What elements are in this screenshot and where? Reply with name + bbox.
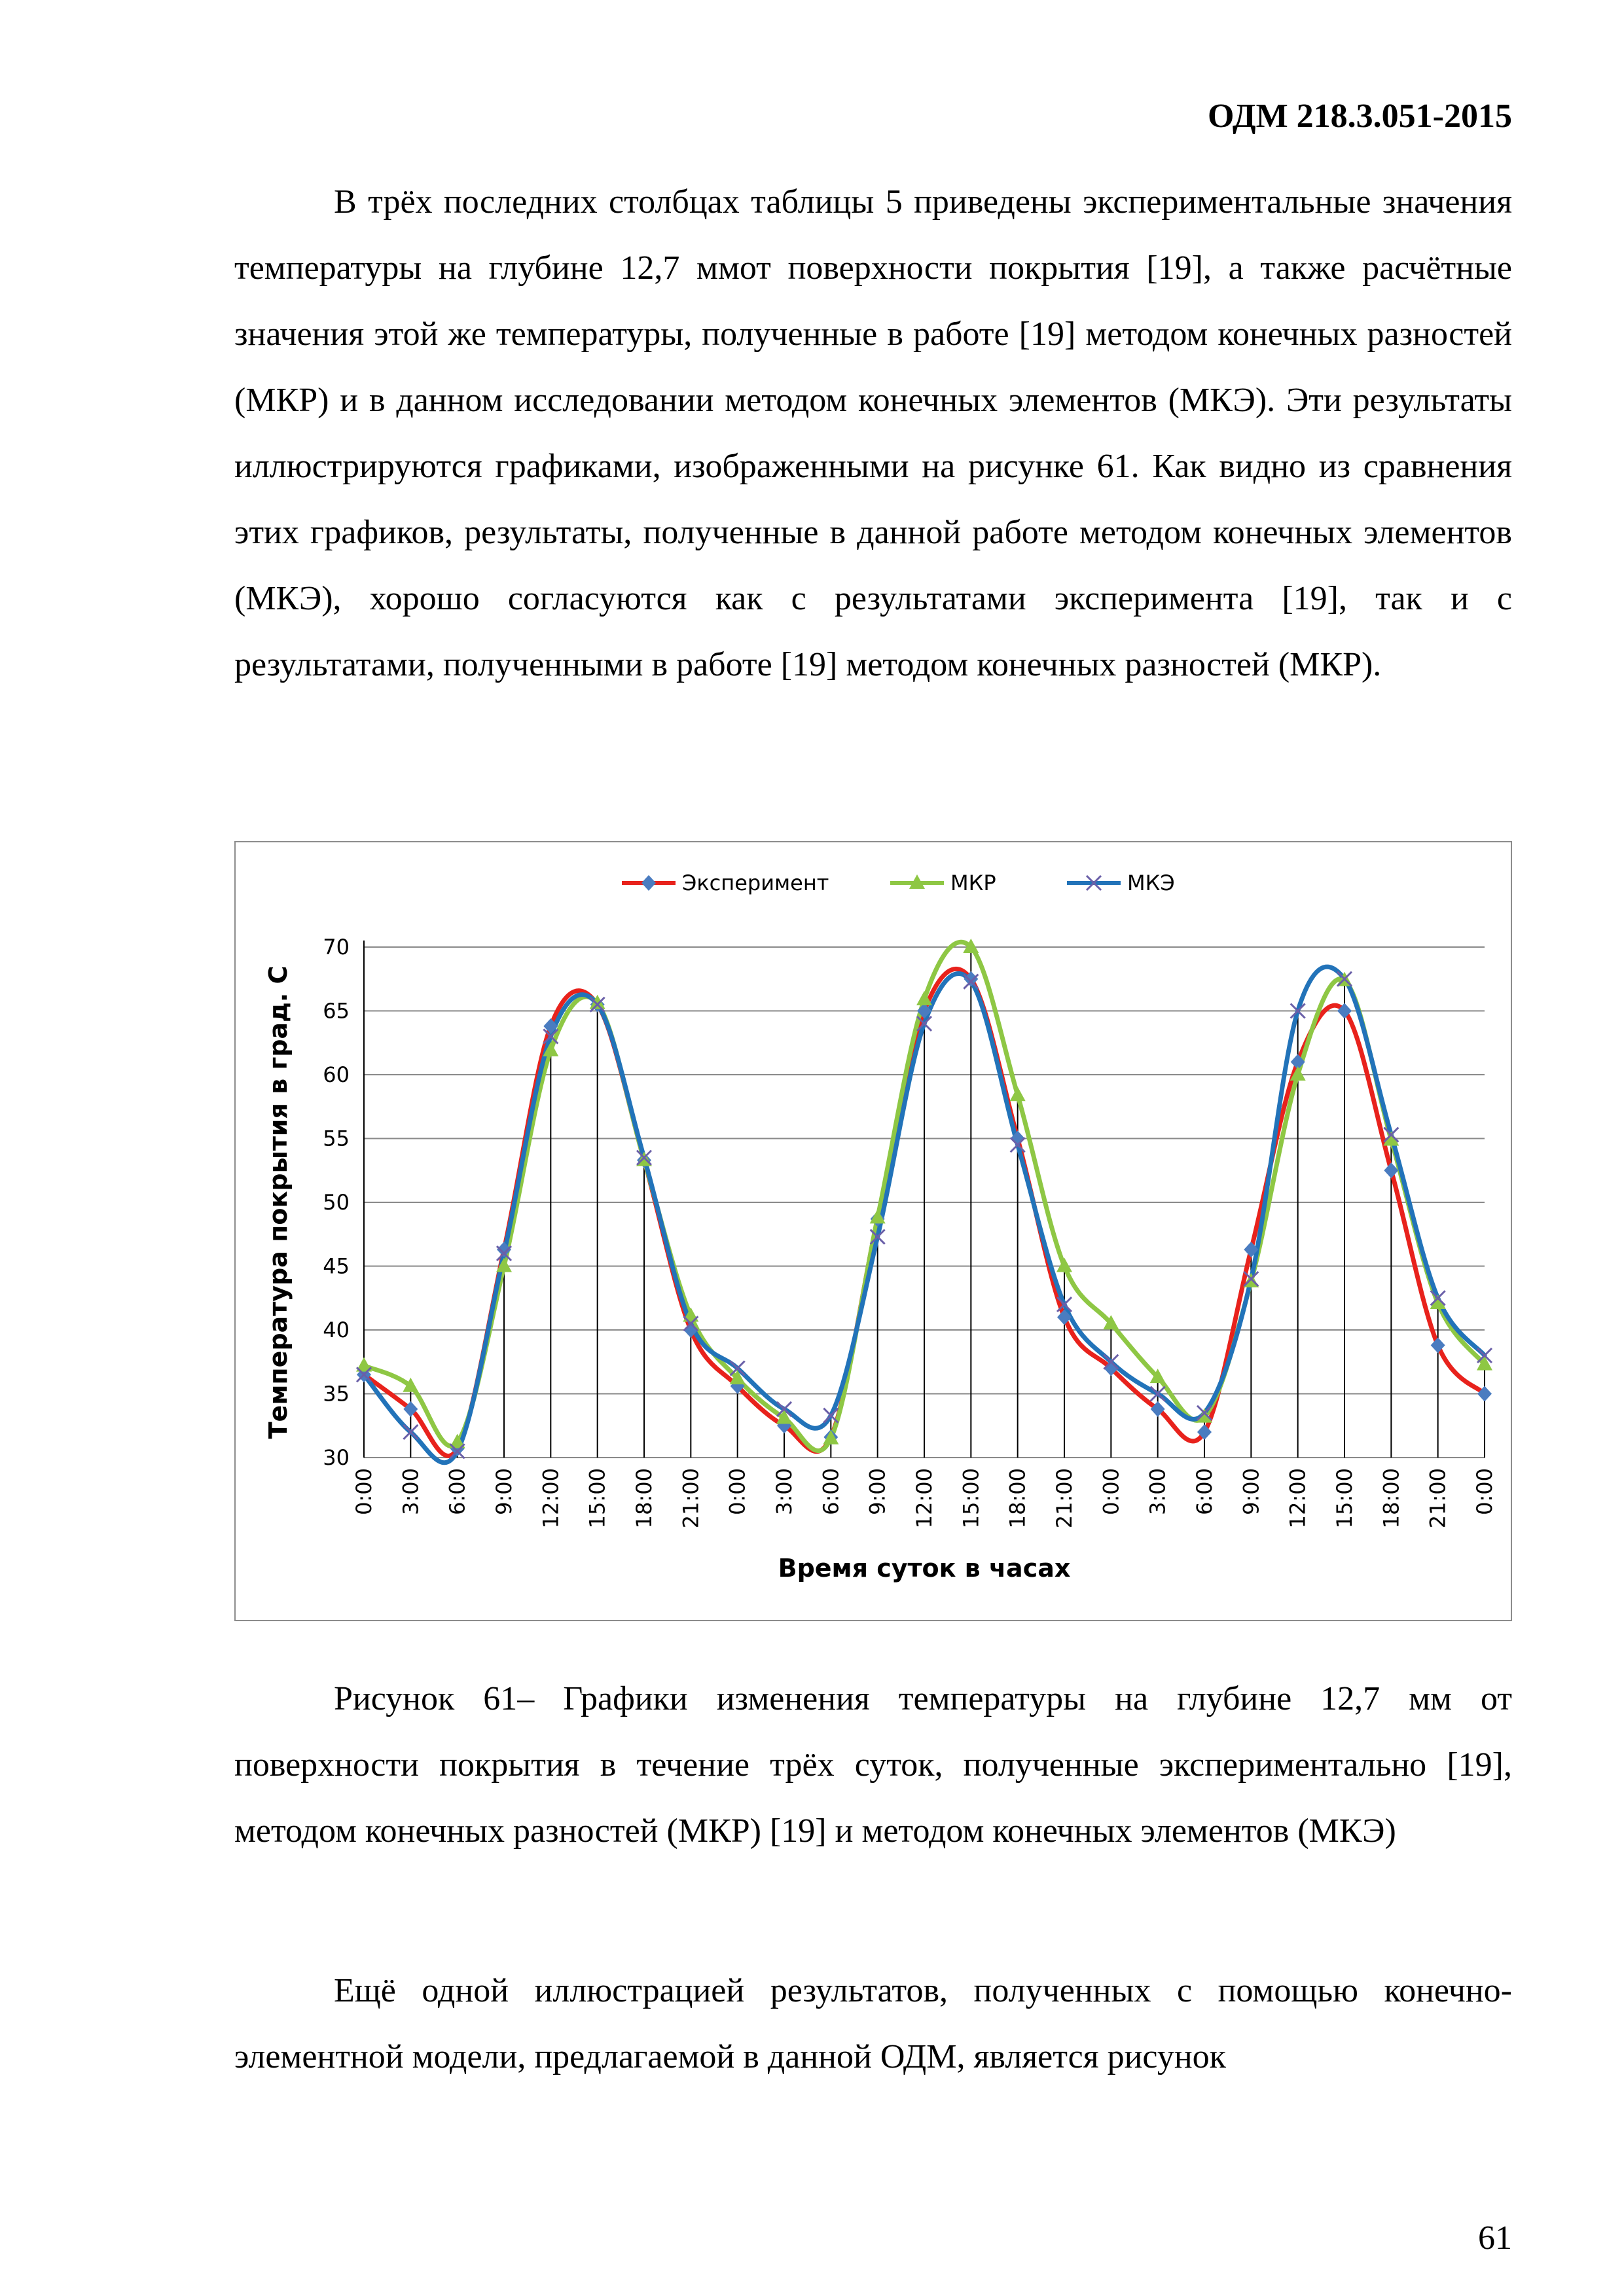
x-tick-label: 6:00 [818,1468,844,1515]
y-tick-label: 35 [323,1381,350,1407]
x-tick-label: 3:00 [772,1468,797,1515]
x-tick-label: 3:00 [398,1468,424,1515]
y-tick-label: 65 [323,998,350,1024]
x-tick-label: 12:00 [912,1468,937,1529]
figure-caption: Рисунок 61– Графики изменения температуры на глубине 12,7 мм от поверхности покрытия в течение трёх суток, полученные экспериментально [19], методом конечных разностей (МКР) [19] и методом конечных элементов (МКЭ) [234,1680,1512,1850]
y-tick-label: 40 [323,1318,350,1342]
x-tick-label: 15:00 [585,1468,610,1529]
x-tick-label: 0:00 [352,1468,376,1515]
x-tick-label: 0:00 [1098,1468,1124,1515]
x-tick-label: 6:00 [1192,1468,1217,1515]
figure-61-chart [234,841,1512,1621]
x-tick-label: 6:00 [444,1468,470,1515]
page-number: 61 [1478,2219,1512,2257]
legend-label-3: МКЭ [1127,870,1175,895]
x-tick-label: 18:00 [1005,1468,1030,1529]
x-tick-label: 21:00 [678,1468,704,1529]
x-tick-label: 12:00 [538,1468,564,1529]
document-header: ОДМ 218.3.051-2015 [1207,98,1512,135]
x-tick-label: 3:00 [1145,1468,1170,1515]
x-tick-label: 21:00 [1052,1468,1077,1529]
x-axis-title: Время суток в часах [778,1554,1071,1583]
x-tick-label: 12:00 [1285,1468,1310,1529]
x-tick-label: 9:00 [1238,1468,1264,1515]
y-tick-label: 50 [323,1190,350,1215]
series-2-point [1056,1258,1072,1272]
paragraph-continuation: Ещё одной иллюстрацией результатов, полученных с помощью конечно-элементной модели, предлагаемой в данной ОДМ, является рисунок [234,1972,1512,2075]
x-tick-label: 15:00 [1332,1468,1357,1529]
x-tick-label: 15:00 [958,1468,984,1529]
x-tick-label: 0:00 [1472,1468,1497,1515]
paragraph-intro: В трёх последних столбцах таблицы 5 приведены экспериментальные значения температуры на глубине 12,7 ммот поверхности покрытия [19], а также расчётные значения этой же температуры, полученные в работе [19] методом конечных разностей (МКР) и в данном исследовании методом конечных элементов (МКЭ). Эти результаты иллюстрируются графиками, изображенными на рисунке 61. Как видно из сравнения этих графиков, результаты, полученные в данной работе методом конечных элементов (МКЭ), хорошо согласуются как с результатами эксперимента [19], так и с результатами, полученными в работе [19] методом конечных разностей (МКР). [234,183,1512,683]
x-tick-label: 21:00 [1425,1468,1451,1529]
series-1-point [1431,1337,1445,1353]
x-tick-label: 0:00 [725,1468,750,1515]
x-tick-label: 18:00 [632,1468,657,1529]
legend-marker-1 [641,875,656,891]
temperature-chart-svg [236,842,1511,1620]
y-axis-title: Температура покрытия в град. С [264,965,293,1439]
y-tick-label: 55 [323,1126,350,1151]
y-tick-label: 30 [323,1445,350,1470]
y-tick-label: 70 [323,935,350,960]
legend-label-2: МКР [950,870,996,895]
x-tick-label: 18:00 [1379,1468,1404,1529]
y-tick-label: 60 [323,1062,350,1087]
x-tick-label: 9:00 [865,1468,890,1515]
legend-label-1: Эксперимент [682,870,829,895]
y-tick-label: 45 [323,1253,350,1279]
series-2-point [1010,1086,1026,1101]
x-tick-label: 9:00 [492,1468,516,1515]
